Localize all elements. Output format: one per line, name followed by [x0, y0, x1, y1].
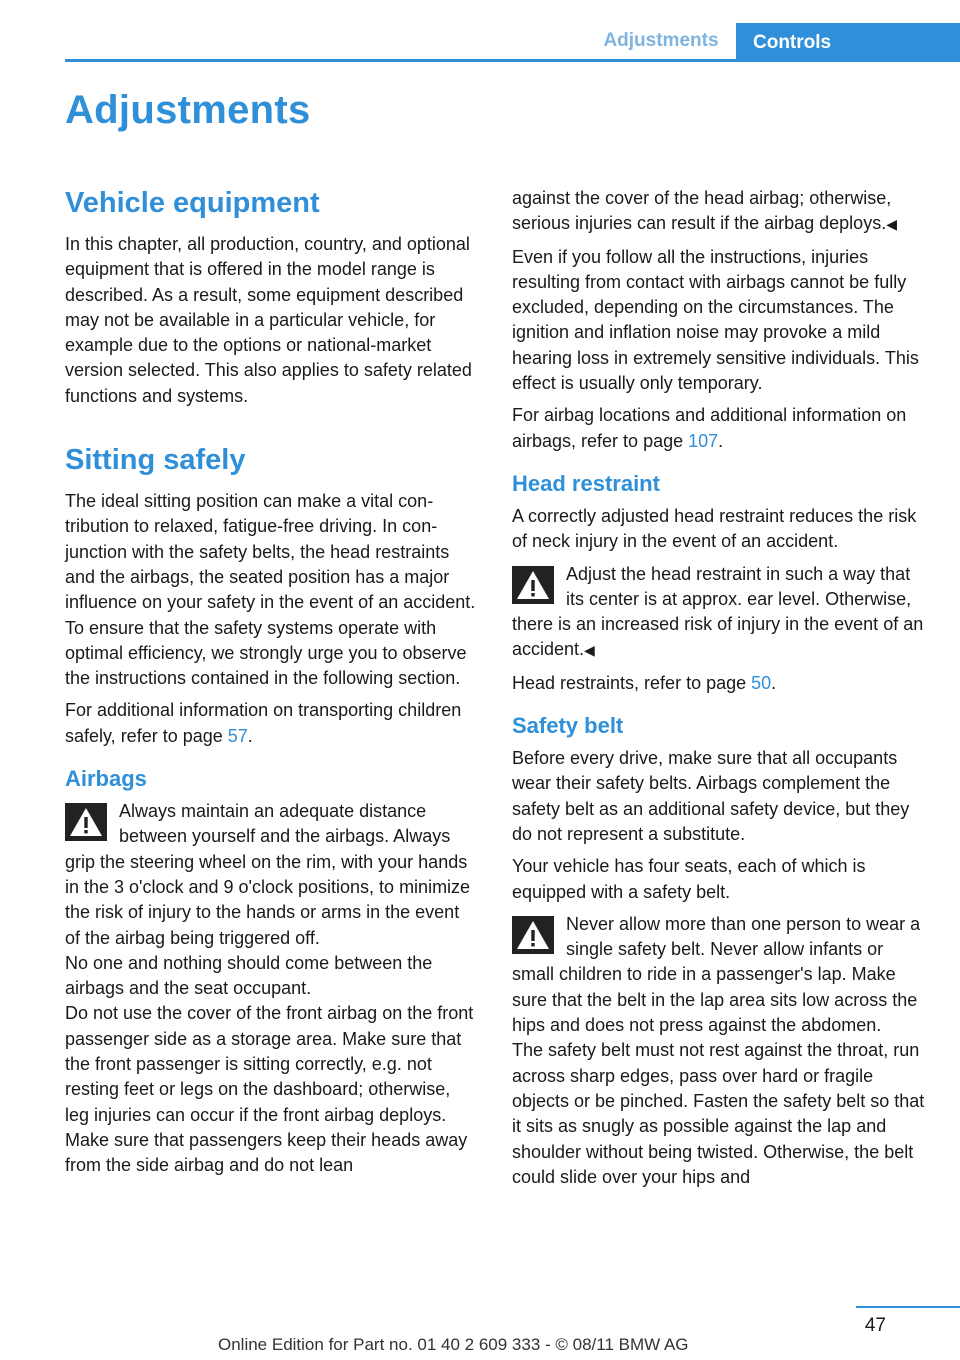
- paragraph-vehicle-equipment: In this chapter, all production, country, and optional equipment that is offered in the model range is described. As a result, some equipment described may not be available in a particular vehicle, for example due to the options or national-market version selected. This also applies to safety related functions and systems.: [65, 234, 472, 406]
- heading-airbags: Airbags: [65, 766, 147, 792]
- footer-edition: Online Edition for Part no. 01 40 2 609 333 - © 08/11 BMW AG: [218, 1335, 689, 1354]
- warning-triangle-icon: [512, 916, 554, 954]
- paragraph-children: For additional information on transporting children safely, refer to page 57.: [65, 700, 462, 746]
- page-link-57[interactable]: 57: [227, 725, 248, 746]
- warning-safety-belt: [512, 912, 926, 1190]
- warning-head-restraint: [512, 562, 926, 664]
- warning-belt-text-2: The safety belt must not rest against the throat, run across sharp edges, pass over hard or fragile objects or be pinched. Fasten the safety belt so that it sits as snugly as possible against the lap and shoulder without being twisted. Otherwise, the belt could slide over your hips and: [512, 1040, 925, 1187]
- heading-safety-belt: Safety belt: [512, 713, 624, 739]
- chapter-tab: Controls: [736, 23, 960, 61]
- warning-belt-text-1: Never allow more than one person to wear a single safety belt. Never allow infants or small children to ride in a passenger's lap. Make sure that the belt in the lap area sits low across the hips and does not press against the abdomen.: [512, 913, 921, 1036]
- warning-airbags-text-1: Always maintain an adequate distance between yourself and the airbags. Always grip the steering wheel on the rim, with your hands in the 3 o'clock and 9 o'clock positions, to minimize the risk of injury to the hands or arms in the event of the airbag being triggered off.: [65, 801, 471, 948]
- page-link-50[interactable]: 50: [751, 672, 772, 693]
- warning-head-text: Adjust the head restraint in such a way that its center is at approx. ear level. Otherwise, there is an increased risk of injury in the event of an accident.: [512, 563, 924, 660]
- heading-head-restraint: Head restraint: [512, 470, 660, 496]
- heading-sitting-safely: Sitting safely: [65, 444, 246, 477]
- warning-airbags-text-2: No one and nothing should come between the airbags and the seat occupant.: [65, 952, 433, 999]
- page-title: Adjustments: [65, 88, 311, 132]
- warning-airbags-text-4: Make sure that passengers keep their heads away from the side airbag and do not lean: [65, 1129, 468, 1176]
- end-mark-icon: ◀: [886, 216, 897, 233]
- warning-airbags: [65, 799, 479, 1178]
- paragraph-safety-belt-2: Your vehicle has four seats, each of which is equipped with a safety belt.: [512, 856, 866, 902]
- paragraph-safety-belt-1: Before every drive, make sure that all occupants wear their safety belts. Airbags complement the safety belt as an additional safety device, but they do not represent a substitute.: [512, 748, 910, 844]
- paragraph-airbag-continued: against the cover of the head airbag; otherwise, serious injuries can result if the airbag deploys.◀: [512, 188, 897, 234]
- paragraph-airbag-locations: For airbag locations and additional information on airbags, refer to page 107.: [512, 405, 907, 451]
- warning-triangle-icon: [512, 566, 554, 604]
- page-number: 47: [864, 1315, 886, 1336]
- paragraph-sitting-safely: The ideal sitting position can make a vital contribution to relaxed, fatigue-free driving. In conjunction with the safety belts, the head restraints and the airbags, the seated position has a major influence on your safety in the event of an accident. To ensure that the safety systems operate with optimal efficiency, we strongly urge you to observe the instructions contained in the following section.: [65, 491, 476, 689]
- end-mark-icon: ◀: [584, 642, 595, 659]
- footer-rule: [856, 1306, 960, 1308]
- paragraph-head-restraints-ref: Head restraints, refer to page 50.: [512, 672, 777, 693]
- warning-airbags-text-3: Do not use the cover of the front airbag on the front passenger side as a storage area. Make sure that the front passenger is sitting correctly, e.g. not resting feet or legs on the dashboard; otherwise, leg injuries can occur if the front airbag deploys.: [65, 1003, 474, 1125]
- section-tab: Adjustments: [603, 30, 719, 51]
- paragraph-injuries: Even if you follow all the instructions, injuries resulting from contact with airbags cannot be fully excluded, depending on the circumstances. The ignition and inflation noise may provoke a mild hearing loss in extremely sensitive individuals. This effect is usually only temporary.: [512, 246, 919, 394]
- page-link-107[interactable]: 107: [688, 430, 719, 451]
- paragraph-head-restraint: A correctly adjusted head restraint reduces the risk of neck injury in the event of an accident.: [512, 505, 917, 552]
- left-column: [65, 186, 479, 1179]
- heading-vehicle-equipment: Vehicle equipment: [65, 187, 320, 219]
- right-column: [512, 186, 926, 1190]
- warning-triangle-icon: [65, 803, 107, 841]
